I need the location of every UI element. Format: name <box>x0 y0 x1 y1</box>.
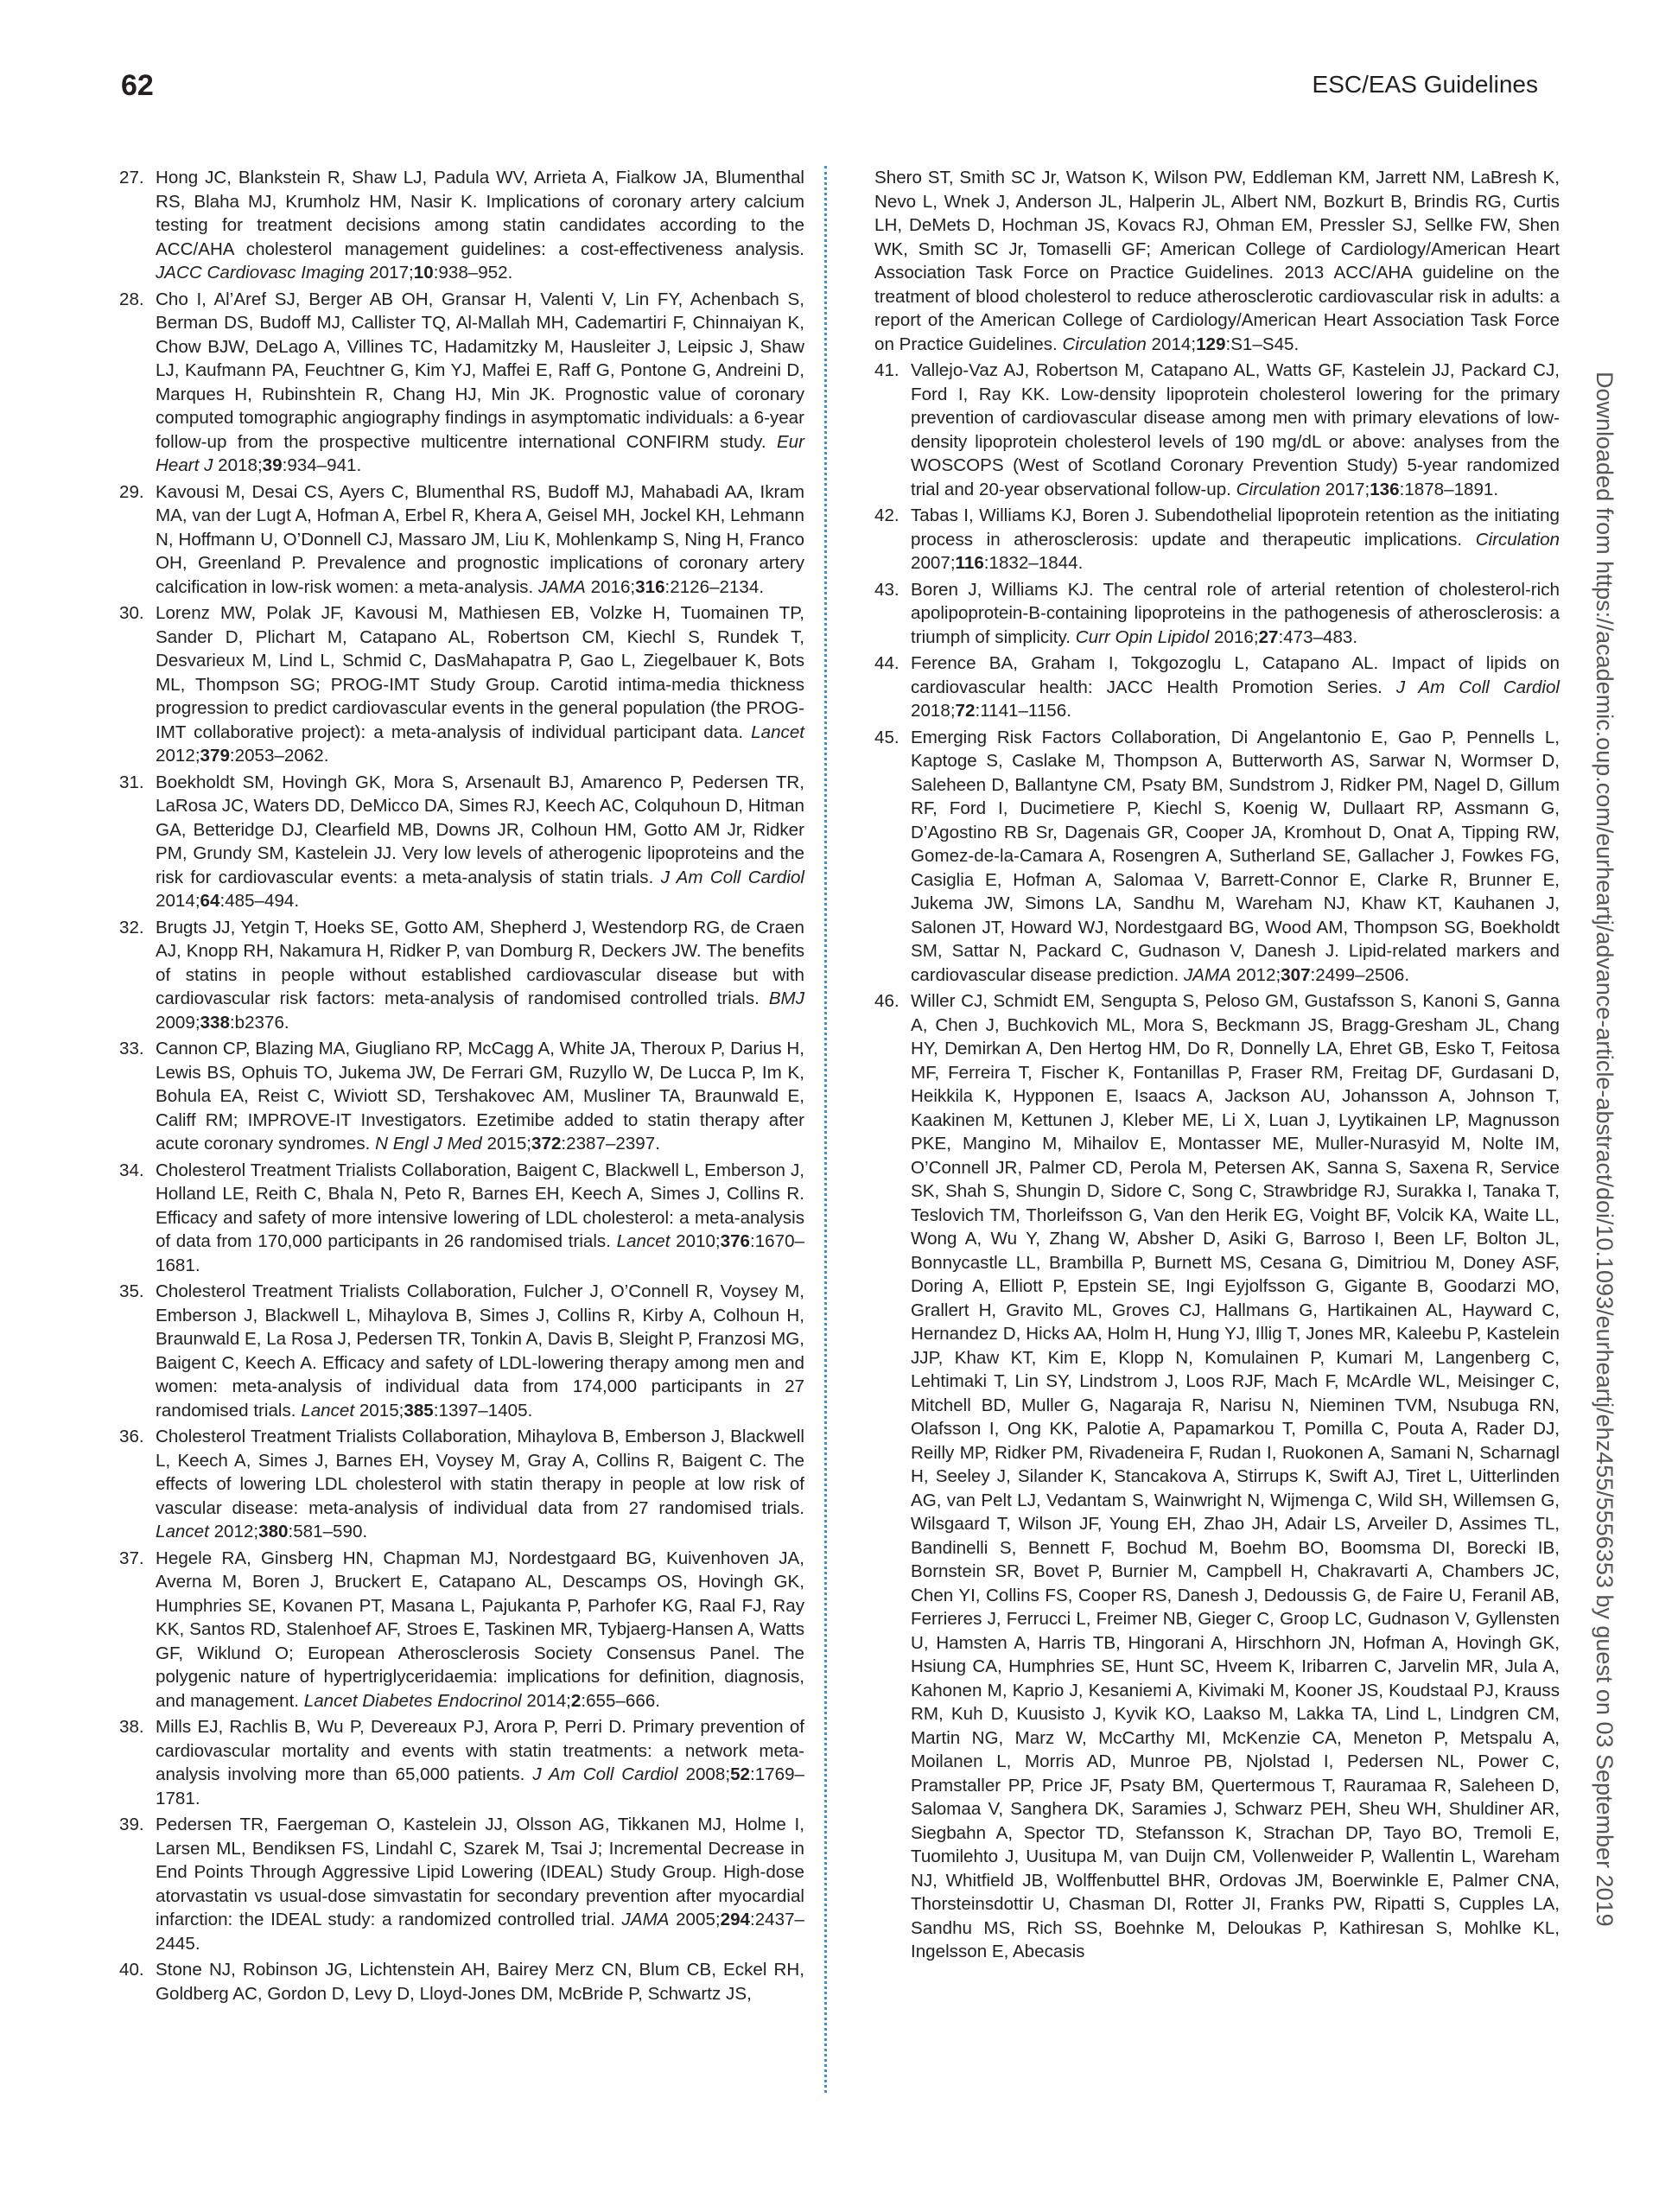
reference-journal: JAMA <box>1183 964 1231 985</box>
reference-pages: :2499–2506. <box>1310 964 1410 985</box>
reference-journal: Circulation <box>1062 334 1147 354</box>
reference-journal: Lancet <box>301 1400 355 1421</box>
reference-number: 35. <box>119 1281 144 1301</box>
reference-volume: 10 <box>413 263 434 283</box>
reference-journal: JACC Cardiovasc Imaging <box>156 263 365 283</box>
reference-journal: Curr Opin Lipidol <box>1075 626 1210 647</box>
reference-item <box>874 504 1560 575</box>
reference-journal: Circulation <box>1475 529 1560 550</box>
column-divider <box>824 166 827 2093</box>
reference-pages: :1397–1405. <box>433 1400 533 1421</box>
reference-number: 33. <box>119 1039 144 1058</box>
reference-pages: :473–483. <box>1278 626 1358 647</box>
reference-number: 30. <box>119 603 144 623</box>
reference-number: 40. <box>119 1960 144 1980</box>
reference-text: Cho I, Al’Aref SJ, Berger AB OH, Gransar H, Valenti V, Lin FY, Achenbach S, Berman DS, Budoff MJ, Callister TQ, Al-Mallah MH, Cademartiri F, Chinnaiyan K, Chow BJW, DeLago A, Villines TC, Hadamitzky M, Hausleiter J, Leipsic J, Shaw LJ, Kaufmann PA, Feuchtner G, Kim YJ, Maffei E, Raff G, Pontone G, Andreini D, Marques H, Rubinshtein R, Chang HJ, Min JK. Prognostic value of coronary computed tomographic angiography findings in asymptomatic individuals: a 6-year follow-up from the prospective multicentre international CONFIRM study. <box>156 289 804 452</box>
reference-pages: :2437–2445. <box>156 1910 804 1954</box>
reference-text: Tabas I, Williams KJ, Boren J. Subendothelial lipoprotein retention as the initiating process in atherosclerosis: update and therapeutic implications. <box>911 505 1560 550</box>
reference-text: Boekholdt SM, Hovingh GK, Mora S, Arsenault BJ, Amarenco P, Pedersen TR, LaRosa JC, Waters DD, DeMicco DA, Simes RJ, Keech AC, Colquhoun D, Hitman GA, Betteridge DJ, Clearfield MB, Downs JR, Colhoun HM, Gotto AM Jr, Ridker PM, Grundy SM, Kastelein JJ. Very low levels of atherogenic lipoproteins and the risk for cardiovascular events: a meta-analysis of statin trials. <box>156 772 804 887</box>
reference-year: 2014; <box>156 891 200 911</box>
reference-pages: :2387–2397. <box>561 1134 660 1154</box>
reference-number: 29. <box>119 481 144 502</box>
reference-item <box>119 1715 804 1810</box>
page-header <box>121 69 1538 121</box>
reference-year: 2018; <box>911 701 956 721</box>
reference-item <box>119 1547 804 1713</box>
reference-text: Ference BA, Graham I, Tokgozoglu L, Catapano AL. Impact of lipids on cardiovascular health: JACC Health Promotion Series. <box>911 653 1560 697</box>
reference-text: Hegele RA, Ginsberg HN, Chapman MJ, Nordestgaard BG, Kuivenhoven JA, Averna M, Boren J, Bruckert E, Catapano AL, Descamps OS, Hovingh GK, Humphries SE, Kovanen PT, Masana L, Pajukanta P, Parhofer KG, Raal FJ, Ray KK, Santos RD, Stalenhoef AF, Stroes E, Taskinen MR, Tybjaerg-Hansen A, Watts GF, Wiklund O; European Atherosclerosis Society Consensus Panel. The polygenic nature of hypertriglyceridaemia: implications for definition, diagnosis, and management. <box>156 1548 804 1711</box>
reference-number: 45. <box>874 727 899 747</box>
reference-number: 41. <box>874 360 899 380</box>
reference-text: Cholesterol Treatment Trialists Collaboration, Fulcher J, O’Connell R, Voysey M, Emberson J, Blackwell L, Mihaylova B, Simes J, Collins R, Kirby A, Colhoun H, Braunwald E, La Rosa J, Pedersen TR, Tonkin A, Davis B, Sleight P, Franzosi MG, Baigent C, Keech A. Efficacy and safety of LDL-lowering therapy among men and women: meta-analysis of individual data from 174,000 participants in 27 randomised trials. <box>156 1281 804 1421</box>
reference-journal: J Am Coll Cardiol <box>1395 677 1560 697</box>
reference-volume: 39 <box>262 455 283 475</box>
reference-text: Lorenz MW, Polak JF, Kavousi M, Mathiesen EB, Volzke H, Tuomainen TP, Sander D, Plichart M, Catapano AL, Robertson CM, Kiechl S, Rundek T, Desvarieux M, Lind L, Schmid C, DasMahapatra P, Gao L, Ziegelbauer K, Bots ML, Thompson SG; PROG-IMT Study Group. Carotid intima-media thickness progression to predict cardiovascular events in the general population (the PROG-IMT collaborative project): a meta-analysis of individual participant data. <box>156 603 804 742</box>
page-number: 62 <box>121 69 154 102</box>
reference-item <box>119 166 804 285</box>
reference-year: 2015; <box>486 1134 532 1154</box>
reference-volume: 385 <box>404 1400 434 1421</box>
reference-journal: JAMA <box>621 1910 670 1929</box>
reference-item <box>119 916 804 1035</box>
reference-volume: 129 <box>1196 334 1226 354</box>
reference-pages: :485–494. <box>219 891 300 911</box>
reference-text: Emerging Risk Factors Collaboration, Di Angelantonio E, Gao P, Pennells L, Kaptoge S, Caslake M, Thompson A, Butterworth AS, Sarwar N, Wormser D, Saleheen D, Ballantyne CM, Psaty BM, Sundstrom J, Ridker PM, Nagel D, Gillum RF, Ford I, Ducimetiere P, Kiechl S, Koenig W, Dullaart RP, Assmann G, D’Agostino RB Sr, Dagenais GR, Cooper JA, Kromhout D, Onat A, Tipping RW, Gomez-de-la-Camara A, Rosengren A, Sutherland SE, Gallacher J, Fowkes FG, Casiglia E, Hofman A, Salomaa V, Barrett-Connor E, Clarke R, Brunner E, Jukema JW, Simons LA, Sandhu M, Wareham NJ, Khaw KT, Kauhanen J, Salonen JT, Howard WJ, Nordestgaard BG, Wood AM, Thompson SG, Boekholdt SM, Sattar N, Packard C, Gudnason V, Danesh J. Lipid-related markers and cardiovascular disease prediction. <box>911 727 1560 985</box>
reference-text: Cannon CP, Blazing MA, Giugliano RP, McCagg A, White JA, Theroux P, Darius H, Lewis BS, Ophuis TO, Jukema JW, De Ferrari GM, Ruzyllo W, De Lucca P, Im K, Bohula EA, Reist C, Wiviott SD, Tershakovec AM, Musliner TA, Braunwald E, Califf RM; IMPROVE-IT Investigators. Ezetimibe added to statin therapy after acute coronary syndromes. <box>156 1039 804 1154</box>
references-left-column <box>119 166 804 2008</box>
references-right-column <box>874 166 1560 1967</box>
reference-year: 2012; <box>213 1522 259 1541</box>
reference-item <box>874 726 1560 988</box>
reference-journal: JAMA <box>537 576 586 597</box>
reference-year: 2017; <box>1325 479 1370 499</box>
reference-text: Mills EJ, Rachlis B, Wu P, Devereaux PJ, Arora P, Perri D. Primary prevention of cardiovascular mortality and events with statin treatments: a network meta-analysis involving more than 65,000 patients. <box>156 1717 804 1784</box>
reference-text: Vallejo-Vaz AJ, Robertson M, Catapano AL, Watts GF, Kastelein JJ, Packard CJ, Ford I, Ray KK. Low-density lipoprotein cholesterol lowering for the primary prevention of cardiovascular disease among men with primary elevations of low-density lipoprotein cholesterol levels of 190 mg/dL or above: analyses from the WOSCOPS (West of Scotland Coronary Prevention Study) 5-year randomized trial and 20-year observational follow-up. <box>911 360 1560 499</box>
reference-item <box>119 771 804 913</box>
reference-pages: :1141–1156. <box>975 701 1071 721</box>
reference-number: 32. <box>119 917 144 938</box>
reference-year: 2016; <box>590 576 636 597</box>
reference-pages: :934–941. <box>282 455 362 475</box>
reference-volume: 294 <box>720 1910 750 1929</box>
reference-volume: 2 <box>570 1690 582 1711</box>
reference-year: 2017; <box>369 263 414 283</box>
reference-journal: Circulation <box>1236 479 1320 499</box>
reference-item <box>874 578 1560 650</box>
reference-item <box>119 1037 804 1156</box>
reference-year: 2012; <box>1236 964 1281 985</box>
reference-volume: 52 <box>730 1764 750 1784</box>
reference-volume: 116 <box>955 553 984 573</box>
reference-number: 31. <box>119 772 144 792</box>
reference-number: 28. <box>119 289 144 309</box>
reference-volume: 64 <box>200 891 220 911</box>
reference-pages: :655–666. <box>581 1690 660 1711</box>
reference-text: Kavousi M, Desai CS, Ayers C, Blumenthal RS, Budoff MJ, Mahabadi AA, Ikram MA, van der Lugt A, Hofman A, Erbel R, Khera A, Geisel MH, Jockel KH, Lehmann N, Hoffmann U, O’Donnell CJ, Massaro JM, Liu K, Mohlenkamp S, Ning H, Franco OH, Greenland P. Prevalence and prognostic implications of coronary artery calcification in low-risk women: a meta-analysis. <box>156 481 804 597</box>
reference-number: 38. <box>119 1717 144 1737</box>
reference-journal: Lancet <box>616 1231 671 1251</box>
reference-year: 2014; <box>526 1690 571 1711</box>
reference-text: Willer CJ, Schmidt EM, Sengupta S, Peloso GM, Gustafsson S, Kanoni S, Ganna A, Chen J, Buchkovich ML, Mora S, Beckmann JS, Bragg-Gresham JL, Chang HY, Demirkan A, Den Hertog HM, Do R, Donnelly LA, Ehret GB, Esko T, Feitosa MF, Ferreira T, Fischer K, Fontanillas P, Fraser RM, Freitag DF, Gurdasani D, Heikkila K, Hypponen E, Isaacs A, Jackson AU, Johansson A, Johnson T, Kaakinen M, Kettunen J, Kleber ME, Li X, Luan J, Lyytikainen LP, Magnusson PKE, Mangino M, Mihailov E, Montasser ME, Muller-Nurasyid M, Nolte IM, O’Connell JR, Palmer CD, Perola M, Petersen AK, Sanna S, Saxena R, Service SK, Shah S, Shungin D, Sidore C, Song C, Strawbridge RJ, Surakka I, Tanaka T, Teslovich TM, Thorleifsson G, Van den Herik EG, Voight BF, Volcik KA, Waite LL, Wong A, Wu Y, Zhang W, Absher D, Asiki G, Barroso I, Been LF, Bolton JL, Bonnycastle LL, Brambilla P, Burnett MS, Cesana G, Dimitriou M, Doney ASF, Doring A, Elliott P, Epstein SE, Ingi Eyjolfsson G, Gigante B, Goodarzi MO, Grallert H, Gravito ML, Groves CJ, Hallmans G, Hartikainen AL, Hayward C, Hernandez D, Hicks AA, Holm H, Hung YJ, Illig T, Jones MR, Kaleebu P, Kastelein JJP, Khaw KT, Kim E, Klopp N, Komulainen P, Kumari M, Langenberg C, Lehtimaki T, Lin SY, Lindstrom J, Loos RJF, Mach F, McArdle WL, Meisinger C, Mitchell BD, Muller G, Nagaraja R, Narisu N, Nieminen TVM, Nsubuga RN, Olafsson I, Ong KK, Palotie A, Papamarkou T, Pomilla C, Pouta A, Rader DJ, Reilly MP, Ridker PM, Rivadeneira F, Rudan I, Ruokonen A, Samani N, Scharnagl H, Seeley J, Silander K, Stancakova A, Stirrups K, Swift AJ, Tiret L, Uitterlinden AG, van Pelt LJ, Vedantam S, Wainwright N, Wijmenga C, Wild SH, Willemsen G, Wilsgaard T, Wilson JF, Young EH, Zhao JH, Adair LS, Arveiler D, Assimes TL, Bandinelli S, Bennett F, Bochud M, Boehm BO, Boomsma DI, Borecki IB, Bornstein SR, Bovet P, Burnier M, Campbell H, Chakravarti A, Chambers JC, Chen YI, Collins FS, Cooper RS, Danesh J, Dedoussis G, de Faire U, Feranil AB, Ferrieres J, Ferrucci L, Freimer NB, Gieger C, Groop LC, Gudnason V, Gyllensten U, Hamsten A, Harris TB, Hingorani A, Hirschhorn JN, Hofman A, Hovingh GK, Hsiung CA, Humphries SE, Hunt SC, Hveem K, Iribarren C, Jarvelin MR, Jula A, Kahonen M, Kaprio J, Kesaniemi A, Kivimaki M, Kooner JS, Koudstaal PJ, Krauss RM, Kuh D, Kuusisto J, Kyvik KO, Laakso M, Lakka TA, Lind L, Lindgren CM, Martin NG, Marz W, McCarthy MI, McKenzie CA, Meneton P, Metspalu A, Moilanen L, Morris AD, Munroe PB, Njolstad I, Pedersen NL, Power C, Pramstaller PP, Price JF, Psaty BM, Quertermous T, Rauramaa R, Saleheen D, Salomaa V, Sanghera DK, Saramies J, Schwarz PEH, Sheu WH, Shuldiner AR, Siegbahn A, Spector TD, Stefansson K, Strachan DP, Tayo BO, Tremoli E, Tuomilehto J, Uusitupa M, van Duijn CM, Vollenweider P, Wallentin L, Wareham NJ, Whitfield JB, Wolffenbuttel BHR, Ordovas JM, Boerwinkle E, Palmer CNA, Thorsteinsdottir U, Chasman DI, Rotter JI, Franks PW, Ripatti S, Cupples LA, Sandhu MS, Rich SS, Boehnke M, Deloukas P, Kathiresan S, Mohlke KL, Ingelsson E, Abecasis <box>911 991 1560 1961</box>
reference-number: 39. <box>119 1815 144 1834</box>
reference-item <box>119 1958 804 2005</box>
reference-volume: 380 <box>258 1522 289 1541</box>
reference-item <box>119 1813 804 1955</box>
reference-journal: Eur Heart J <box>156 431 804 475</box>
reference-item <box>119 1425 804 1544</box>
reference-journal: J Am Coll Cardiol <box>660 867 804 887</box>
reference-item <box>874 652 1560 723</box>
reference-number: 36. <box>119 1427 144 1446</box>
reference-journal: Lancet Diabetes Endocrinol <box>303 1690 522 1711</box>
reference-number: 42. <box>874 505 899 525</box>
reference-pages: :581–590. <box>288 1522 368 1541</box>
reference-text: Cholesterol Treatment Trialists Collaboration, Mihaylova B, Emberson J, Blackwell L, Keech A, Simes J, Barnes EH, Voysey M, Gray A, Collins R, Baigent C. The effects of lowering LDL cholesterol with statin therapy in people at low risk of vascular disease: meta-analysis of individual data from 27 randomised trials. <box>156 1427 804 1518</box>
reference-number: 34. <box>119 1160 144 1180</box>
reference-pages: :2126–2134. <box>664 576 765 597</box>
reference-year: 2010; <box>676 1231 721 1251</box>
reference-text: Stone NJ, Robinson JG, Lichtenstein AH, Bairey Merz CN, Blum CB, Eckel RH, Goldberg AC, Gordon D, Levy D, Lloyd-Jones DM, McBride P, Schwartz JS, <box>156 1960 804 2004</box>
reference-item <box>874 989 1560 1964</box>
reference-text: Cholesterol Treatment Trialists Collaboration, Baigent C, Blackwell L, Emberson J, Holland LE, Reith C, Bhala N, Peto R, Barnes EH, Keech A, Simes J, Collins R. Efficacy and safety of more intensive lowering of LDL cholesterol: a meta-analysis of data from 170,000 participants in 26 randomised trials. <box>156 1160 804 1251</box>
reference-number: 27. <box>119 168 144 188</box>
reference-year: 2009; <box>156 1012 200 1033</box>
reference-number: 44. <box>874 653 899 673</box>
reference-item <box>119 1280 804 1422</box>
reference-volume: 72 <box>955 701 976 721</box>
reference-text: Hong JC, Blankstein R, Shaw LJ, Padula WV, Arrieta A, Fialkow JA, Blumenthal RS, Blaha MJ, Krumholz HM, Nasir K. Implications of coronary artery calcium testing for treatment decisions among statin candidates according to the ACC/AHA cholesterol management guidelines: a cost-effectiveness analysis. <box>156 168 804 259</box>
reference-number: 46. <box>874 991 899 1011</box>
reference-pages: :1878–1891. <box>1399 479 1499 499</box>
reference-number: 43. <box>874 579 899 600</box>
reference-item <box>119 288 804 478</box>
reference-year: 2008; <box>685 1764 731 1784</box>
reference-volume: 316 <box>635 576 665 597</box>
reference-journal: Lancet <box>156 1522 209 1541</box>
reference-pages: :b2376. <box>229 1012 289 1033</box>
reference-pages: :1670–1681. <box>156 1231 804 1275</box>
reference-year: 2012; <box>156 746 200 766</box>
reference-year: 2016; <box>1214 626 1259 647</box>
reference-pages: :1832–1844. <box>983 553 1084 573</box>
reference-text: Pedersen TR, Faergeman O, Kastelein JJ, Olsson AG, Tikkanen MJ, Holme I, Larsen ML, Bendiksen FS, Lindahl C, Szarek M, Tsai J; Incremental Decrease in End Points Through Aggressive Lipid Lowering (IDEAL) Study Group. High-dose atorvastatin vs usual-dose simvastatin for secondary prevention after myocardial infarction: the IDEAL study: a randomized controlled trial. <box>156 1815 804 1929</box>
running-head: ESC/EAS Guidelines <box>1312 71 1538 98</box>
reference-item <box>119 1159 804 1278</box>
reference-journal: BMJ <box>768 988 804 1008</box>
reference-text: Brugts JJ, Yetgin T, Hoeks SE, Gotto AM, Shepherd J, Westendorp RG, de Craen AJ, Knopp RH, Nakamura H, Ridker P, van Domburg R, Deckers JW. The benefits of statins in people without established cardiovascular disease but with cardiovascular risk factors: meta-analysis of randomised controlled trials. <box>156 917 804 1008</box>
download-watermark: Downloaded from https://academic.oup.com/eurheartj/advance-article-abstract/doi/10.1093/eurheartj/ehz455/5556353 by guest on 03 September 2019 <box>1592 372 1618 1927</box>
reference-year: 2007; <box>911 553 956 573</box>
reference-year: 2005; <box>676 1910 721 1929</box>
reference-pages: :1769–1781. <box>156 1764 804 1808</box>
reference-volume: 27 <box>1258 626 1279 647</box>
reference-volume: 307 <box>1281 964 1311 985</box>
reference-item <box>874 359 1560 501</box>
reference-item <box>119 480 804 600</box>
reference-continuation: Shero ST, Smith SC Jr, Watson K, Wilson PW, Eddleman KM, Jarrett NM, LaBresh K, Nevo L, Wnek J, Anderson JL, Halperin JL, Albert NM, Bozkurt B, Brindis RG, Curtis LH, DeMets D, Hochman JS, Kovacs RJ, Ohman EM, Pressler SJ, Sellke FW, Shen WK, Smith SC Jr, Tomaselli GF; American College of Cardiology/American Heart Association Task Force on Practice Guidelines. 2013 ACC/AHA guideline on the treatment of blood cholesterol to reduce atherosclerotic cardiovascular risk in adults: a report of the American College of Cardiology/American Heart Association Task Force on Practice Guidelines. Circulation 2014;129:S1–S45. <box>874 168 1560 354</box>
reference-journal: N Engl J Med <box>375 1134 482 1154</box>
reference-text: Boren J, Williams KJ. The central role of arterial retention of cholesterol-rich apolipoprotein-B-containing lipoproteins in the pathogenesis of atherosclerosis: a triumph of simplicity. <box>911 579 1560 647</box>
reference-pages: :938–952. <box>433 263 513 283</box>
reference-number: 37. <box>119 1548 144 1568</box>
reference-volume: 136 <box>1370 479 1400 499</box>
reference-volume: 372 <box>531 1134 562 1154</box>
reference-volume: 338 <box>200 1012 230 1033</box>
reference-year: 2018; <box>218 455 263 475</box>
reference-volume: 379 <box>200 746 230 766</box>
reference-item <box>119 601 804 768</box>
reference-year: 2015; <box>359 1400 404 1421</box>
reference-journal: Lancet <box>751 721 804 742</box>
reference-pages: :2053–2062. <box>229 746 329 766</box>
reference-volume: 376 <box>720 1231 750 1251</box>
reference-journal: J Am Coll Cardiol <box>532 1764 678 1784</box>
